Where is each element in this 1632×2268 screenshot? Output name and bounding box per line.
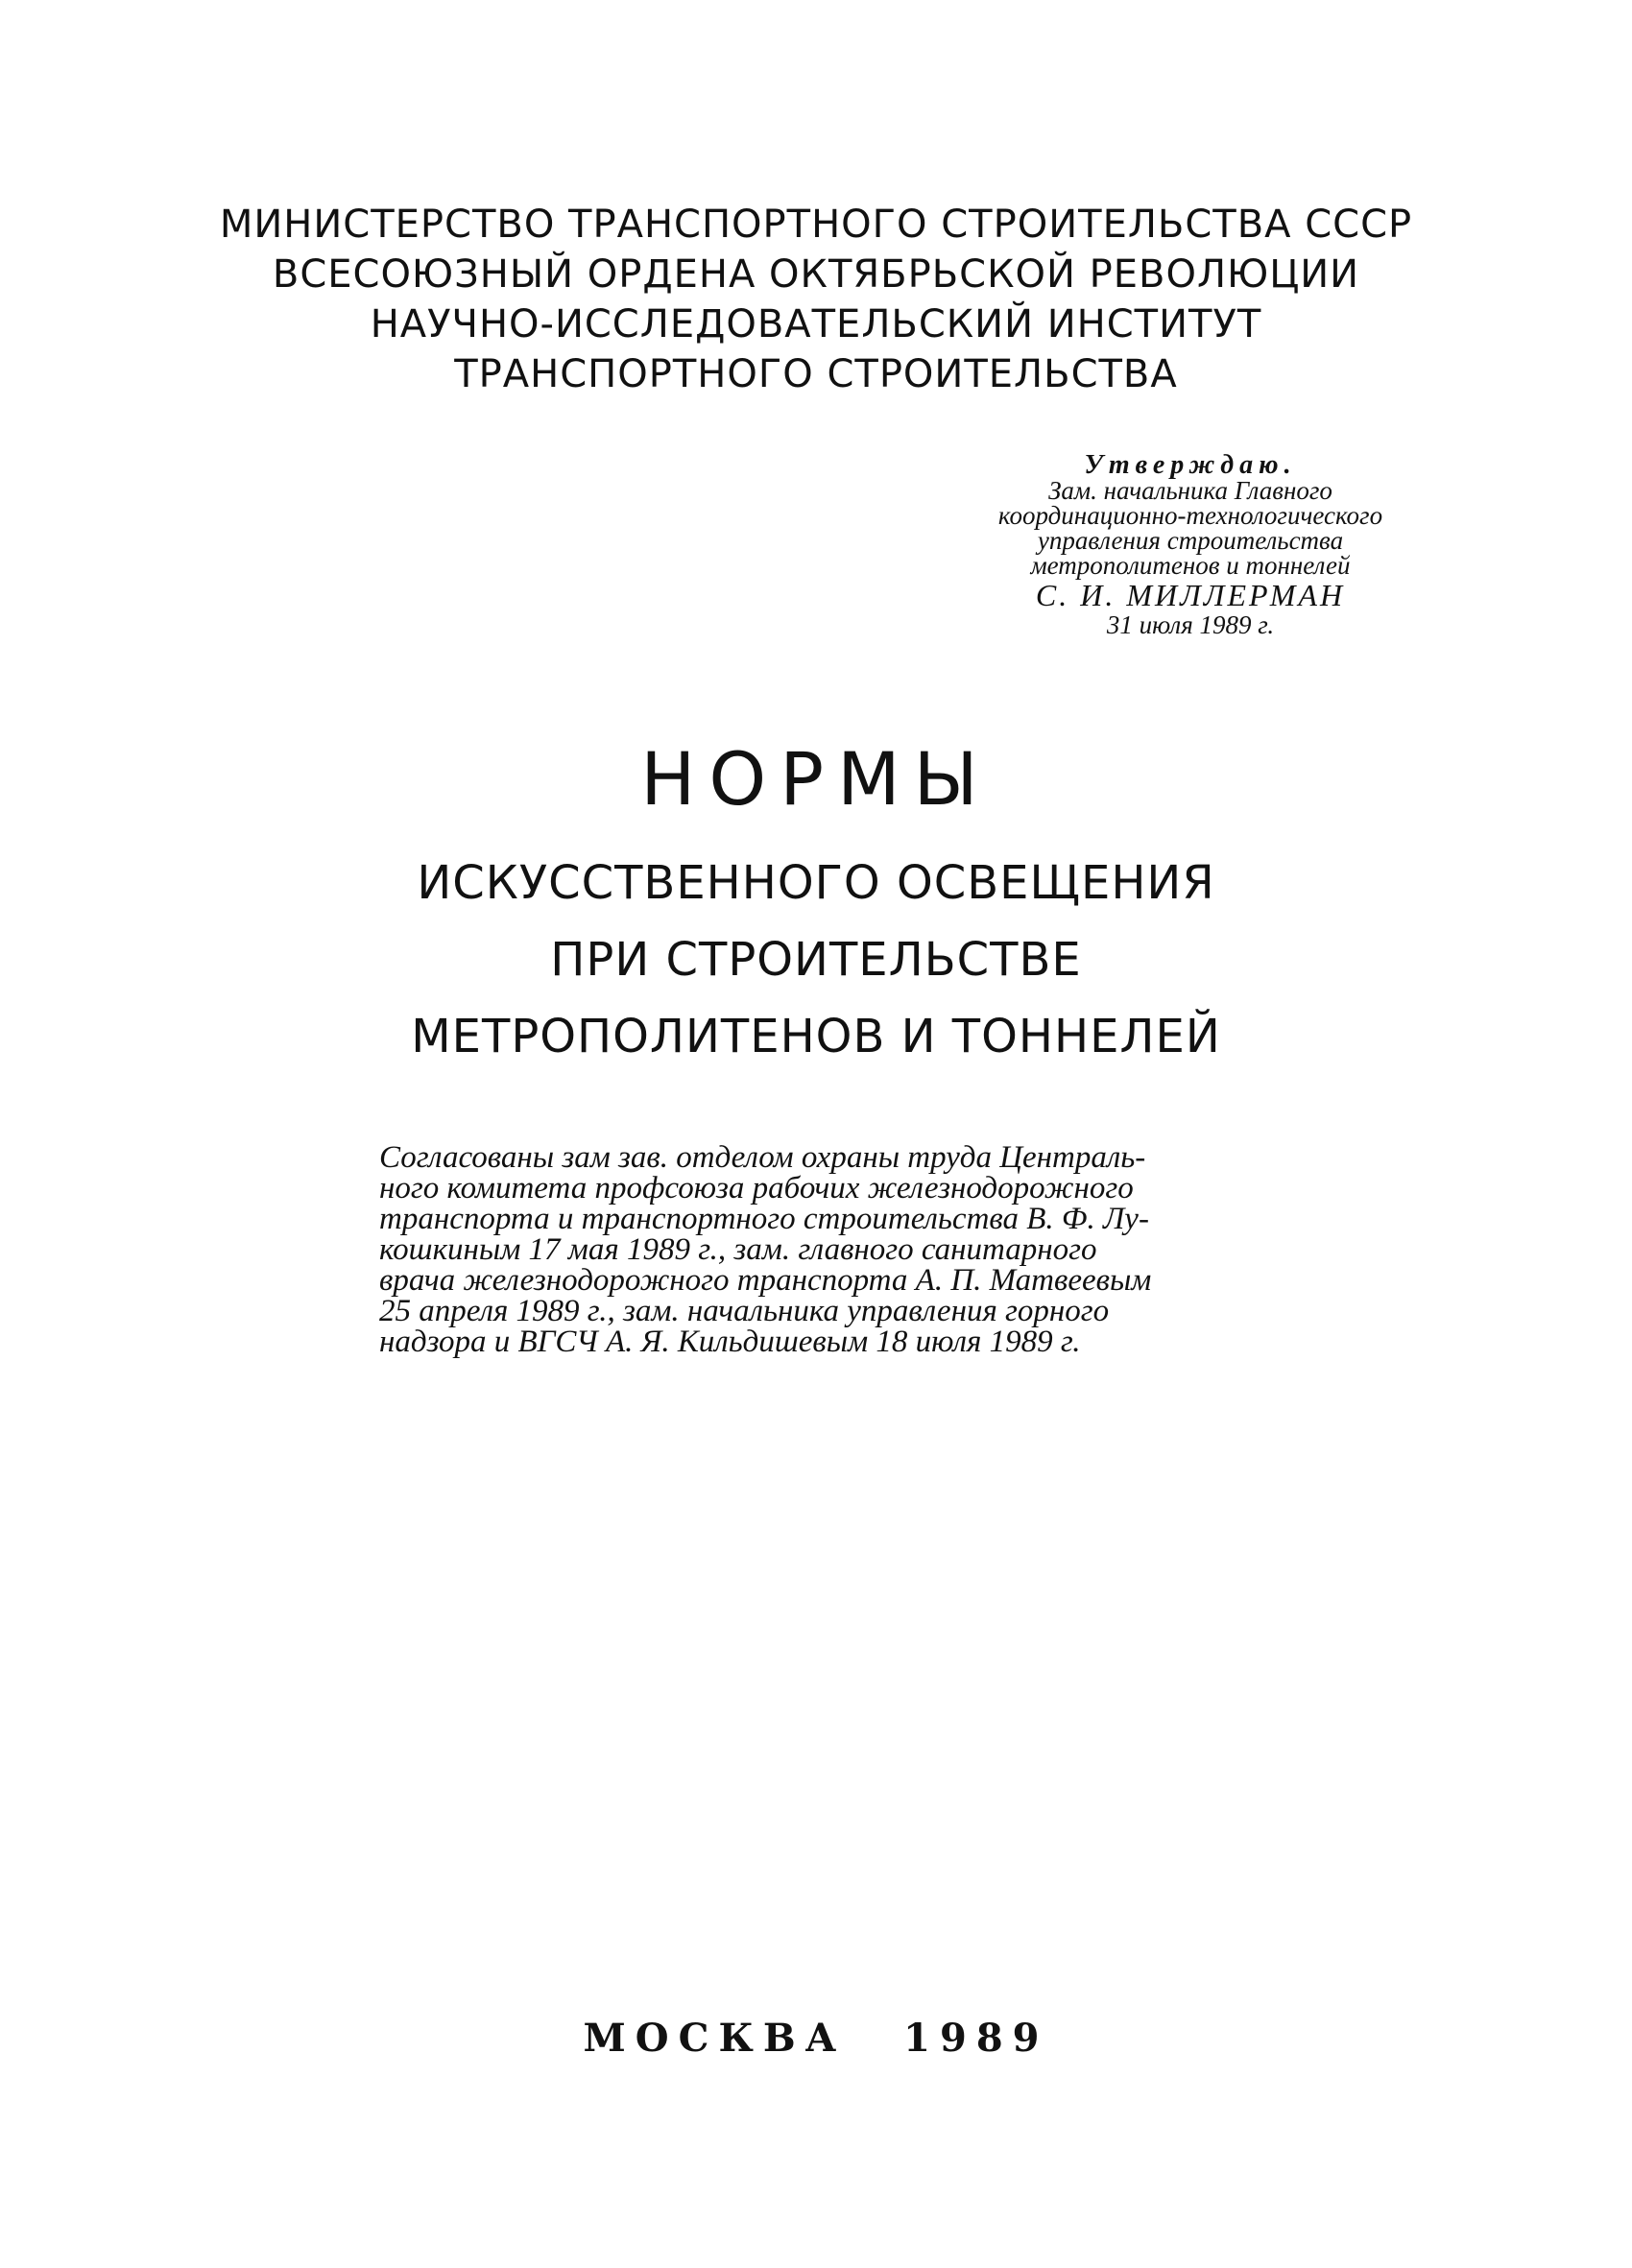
approval-date: 31 июля 1989 г. xyxy=(1106,610,1275,639)
subtitle-line: ПРИ СТРОИТЕЛЬСТВЕ xyxy=(550,933,1082,987)
document-subtitle xyxy=(0,845,1632,1075)
org-line: ТРАНСПОРТНОГО СТРОИТЕЛЬСТВА xyxy=(454,352,1178,396)
approval-position-line: Зам. начальника Главного xyxy=(1048,476,1332,505)
agreement-line: Согласованы зам зав. отделом охраны труда Централь- xyxy=(379,1140,1146,1175)
agreement-line: ного комитета профсоюза рабочих железнодорожного xyxy=(379,1171,1134,1206)
publication-city: МОСКВА xyxy=(583,2016,847,2061)
org-line: НАУЧНО-ИССЛЕДОВАТЕЛЬСКИЙ ИНСТИТУТ xyxy=(370,302,1262,346)
publication-year: 1989 xyxy=(903,2016,1049,2061)
document-title: НОРМЫ xyxy=(640,736,992,822)
agreement-line: транспорта и транспортного строительства В. Ф. Лу- xyxy=(379,1202,1149,1236)
subtitle-line: МЕТРОПОЛИТЕНОВ И ТОННЕЛЕЙ xyxy=(411,1010,1221,1063)
org-line: ВСЕСОЮЗНЫЙ ОРДЕНА ОКТЯБРЬСКОЙ РЕВОЛЮЦИИ xyxy=(272,252,1360,297)
approval-position-line: управления строительства xyxy=(1037,526,1344,555)
agreement-line: врача железнодорожного транспорта А. П. Матвеевым xyxy=(379,1263,1152,1298)
approval-block xyxy=(902,450,1478,639)
approval-position-line: метрополитенов и тоннелей xyxy=(1030,551,1351,580)
agreement-note xyxy=(379,1142,1272,1357)
org-line: МИНИСТЕРСТВО ТРАНСПОРТНОГО СТРОИТЕЛЬСТВА СССР xyxy=(219,203,1413,247)
agreement-line: надзора и ВГСЧ А. Я. Кильдишевым 18 июля 1989 г. xyxy=(379,1325,1081,1359)
subtitle-line: ИСКУССТВЕННОГО ОСВЕЩЕНИЯ xyxy=(417,856,1215,910)
approver-name: С. И. МИЛЛЕРМАН xyxy=(1035,578,1346,612)
agreement-line: кошкиным 17 мая 1989 г., зам. главного санитарного xyxy=(379,1232,1097,1267)
approval-label: Утверждаю. xyxy=(1084,450,1297,480)
publication-imprint xyxy=(0,2016,1632,2061)
approval-position-line: координационно-технологического xyxy=(997,501,1383,530)
agreement-line: 25 апреля 1989 г., зам. начальника управления горного xyxy=(379,1294,1110,1328)
organization-header xyxy=(0,200,1632,399)
